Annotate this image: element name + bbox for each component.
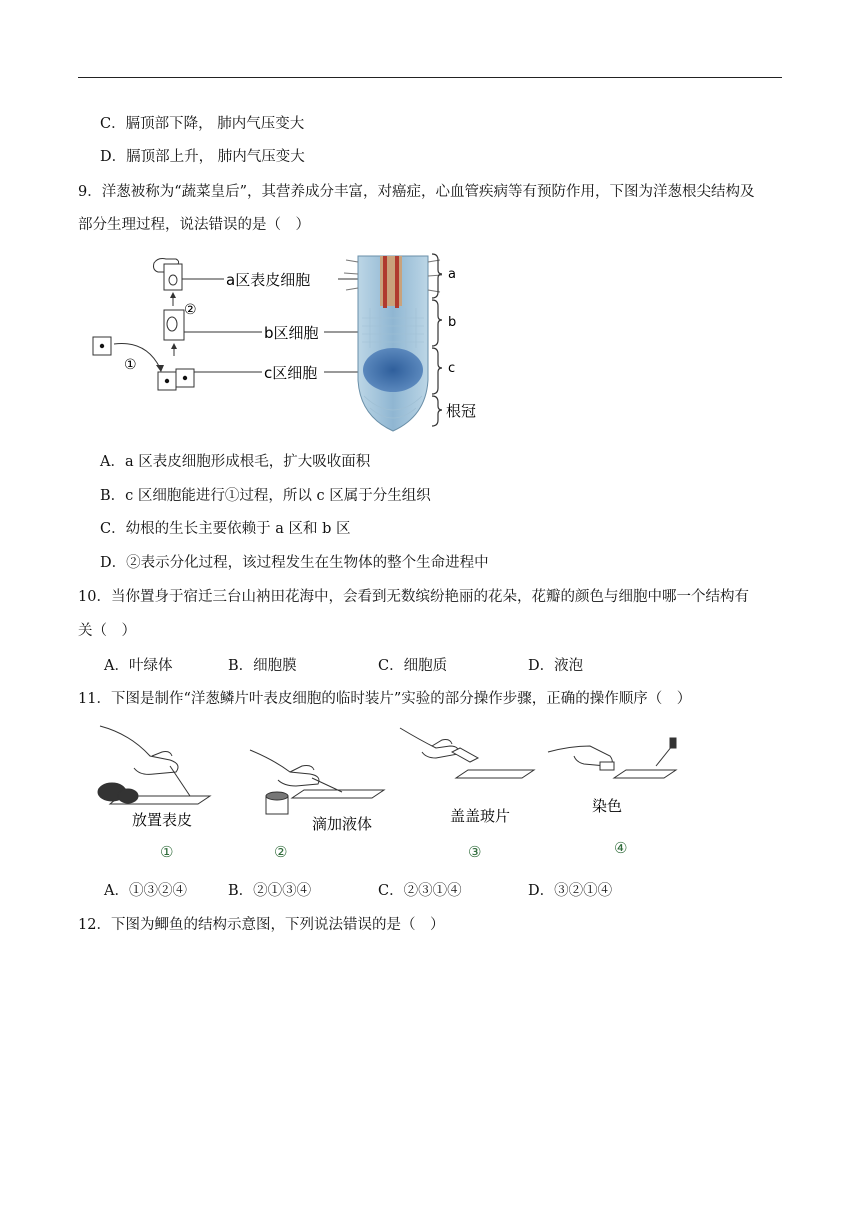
step2-number: ② [274, 843, 288, 861]
step1-drawing [98, 726, 210, 804]
q10-option-a: A．叶绿体 [104, 658, 173, 674]
step2-label: 滴加液体 [312, 815, 373, 833]
q9-option-d: D．②表示分化过程，该过程发生在生物体的整个生命进程中 [100, 555, 489, 571]
zone-a-letter: a [448, 267, 456, 282]
q10-stem-line2: 关（ ） [78, 623, 136, 639]
step3-drawing [400, 728, 534, 778]
b-zone-cell-drawing [164, 310, 184, 340]
q9-stem-line2: 部分生理过程，说法错误的是（ ） [78, 217, 310, 233]
q8-option-c: C．膈顶部下降， 肺内气压变大 [100, 116, 305, 132]
step2-drawing [250, 750, 384, 814]
q11-stem: 11．下图是制作“洋葱鳞片叶表皮细胞的临时装片”实验的部分操作步骤，正确的操作顺序（ ） [78, 691, 692, 707]
q11-option-b: B．②①③④ [228, 883, 312, 899]
root-tip-figure [80, 248, 500, 438]
step3-label: 盖盖玻片 [450, 807, 511, 825]
q10-option-b: B．细胞膜 [228, 658, 297, 674]
label-b-zone: b区细胞 [264, 324, 319, 342]
zone-braces [432, 254, 442, 426]
q8-option-d: D．膈顶部上升， 肺内气压变大 [100, 149, 305, 165]
step1-label: ① [124, 357, 137, 373]
q11-option-d: D．③②①④ [528, 883, 613, 899]
step3-number: ③ [468, 843, 482, 861]
a-zone-cell-drawing [154, 259, 183, 291]
q9-stem-line1: 9．洋葱被称为“蔬菜皇后”，其营养成分丰富，对癌症，心血管疾病等有预防作用，下图为洋葱根尖结构及 [78, 184, 755, 200]
q11-options [104, 879, 612, 900]
zone-b-letter: b [448, 315, 457, 330]
step1-number: ① [160, 843, 174, 861]
q10-option-d: D．液泡 [528, 658, 584, 674]
q9-option-b: B．c 区细胞能进行①过程，所以 c 区属于分生组织 [100, 488, 431, 504]
step4-drawing [548, 738, 676, 778]
header-rule [78, 77, 782, 78]
step2-label: ② [184, 302, 197, 318]
q10-options [104, 654, 583, 675]
zone-root-cap-label: 根冠 [446, 402, 477, 420]
zone-c-letter: c [448, 361, 456, 376]
step1-label: 放置表皮 [132, 811, 193, 829]
q9-option-a: A．a 区表皮细胞形成根毛，扩大吸收面积 [100, 454, 371, 470]
root-tip-illustration [344, 256, 442, 431]
step4-label: 染色 [592, 797, 623, 815]
label-c-zone: c区细胞 [264, 364, 318, 382]
c-zone-cells-drawing [158, 369, 194, 390]
step4-number: ④ [614, 839, 628, 857]
q10-option-c: C．细胞质 [378, 658, 448, 674]
q11-option-c: C．②③①④ [378, 883, 462, 899]
q10-stem-line1: 10．当你置身于宿迁三台山衲田花海中，会看到无数缤纷艳丽的花朵，花瓣的颜色与细胞中哪一个结构有 [78, 589, 749, 605]
label-a-zone: a区表皮细胞 [226, 271, 311, 289]
q9-option-c: C．幼根的生长主要依赖于 a 区和 b 区 [100, 521, 351, 537]
q12-stem: 12．下图为鲫鱼的结构示意图，下列说法错误的是（ ） [78, 917, 445, 933]
slide-steps-figure [90, 716, 710, 866]
q11-option-a: A．①③②④ [104, 883, 187, 899]
